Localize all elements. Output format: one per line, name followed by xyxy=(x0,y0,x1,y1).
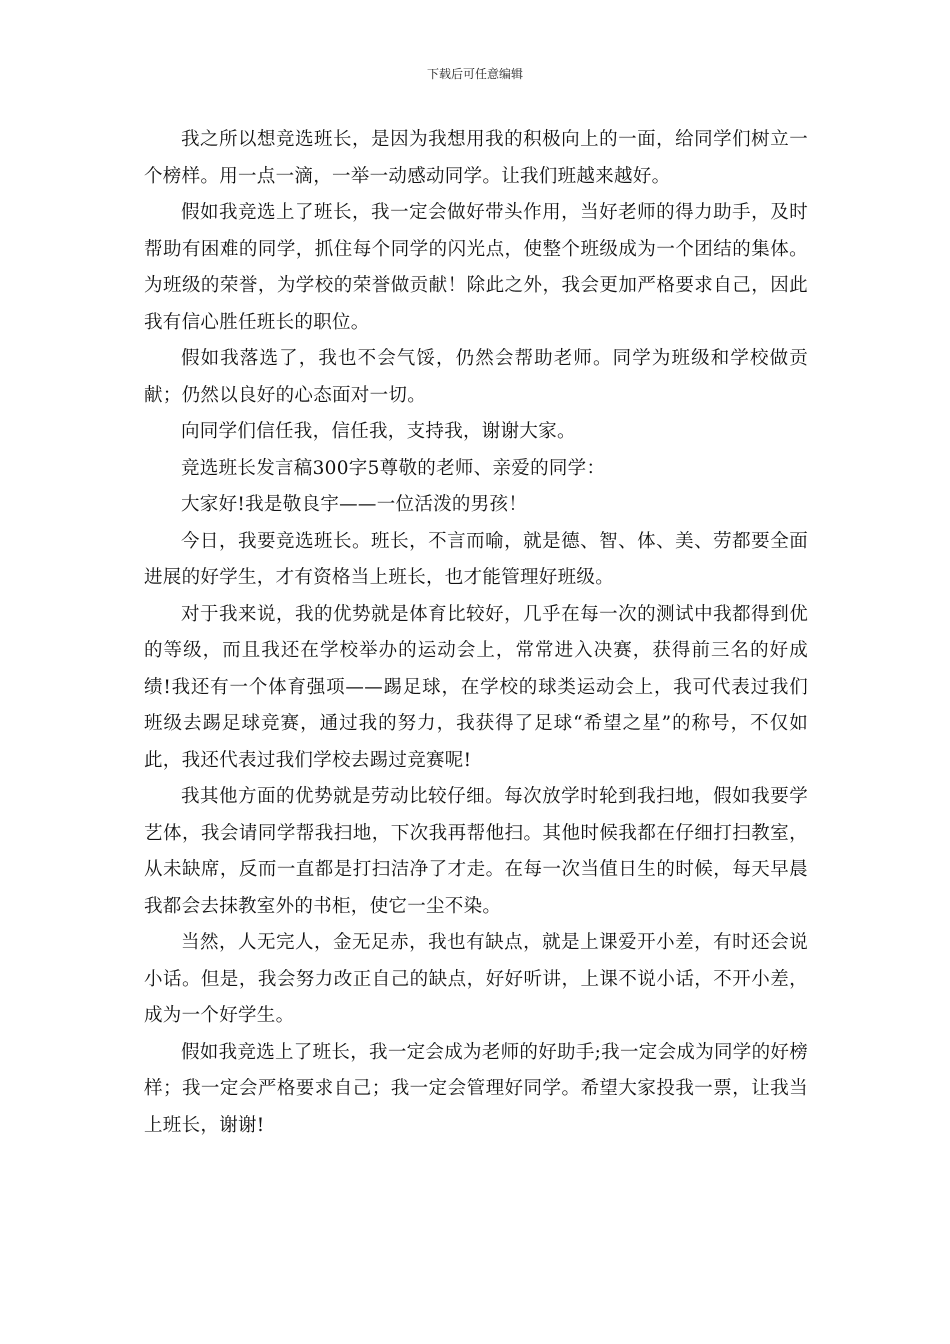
paragraph: 大家好!我是敬良宇——一位活泼的男孩！ xyxy=(181,494,528,515)
paragraph: 今日，我要竞选班长。班长，不言而喻，就是德、智、体、美、劳都要全面进展的好学生，才有资格当上班长，也才能管理好班级。 xyxy=(144,530,808,588)
document-body xyxy=(144,122,808,1144)
paragraph: 假如我落选了，我也不会气馁，仍然会帮助老师。同学为班级和学校做贡献；仍然以良好的心态面对一切。 xyxy=(144,348,808,406)
paragraph: 我其他方面的优势就是劳动比较仔细。每次放学时轮到我扫地，假如我要学艺体，我会请同学帮我扫地，下次我再帮他扫。其他时候我都在仔细打扫教室，从未缺席，反而一直都是打扫洁净了才走。在每一次当值日生的时候，每天早晨我都会去抹教室外的书柜，使它一尘不染。 xyxy=(144,786,808,917)
paragraph: 假如我竞选上了班长，我一定会成为老师的好助手;我一定会成为同学的好榜样；我一定会严格要求自己；我一定会管理好同学。希望大家投我一票，让我当上班长，谢谢! xyxy=(144,1041,808,1136)
paragraph: 向同学们信任我，信任我，支持我，谢谢大家。 xyxy=(181,421,576,442)
paragraph: 竞选班长发言稿300字5尊敬的老师、亲爱的同学： xyxy=(181,457,606,479)
paragraph: 我之所以想竞选班长，是因为我想用我的积极向上的一面，给同学们树立一个榜样。用一点一滴，一举一动感动同学。让我们班越来越好。 xyxy=(144,129,808,187)
paragraph: 对于我来说，我的优势就是体育比较好，几乎在每一次的测试中我都得到优的等级，而且我还在学校举办的运动会上，常常进入决赛，获得前三名的好成绩!我还有一个体育强项——踢足球，在学校的球类运动会上，我可代表过我们班级去踢足球竞赛，通过我的努力，我获得了足球“希望之星”的称号，不仅如此，我还代表过我们学校去踢过竞赛呢! xyxy=(144,603,808,771)
paragraph: 当然，人无完人，金无足赤，我也有缺点，就是上课爱开小差，有时还会说小话。但是，我会努力改正自己的缺点，好好听讲，上课不说小话，不开小差，成为一个好学生。 xyxy=(144,932,808,1026)
page-header: 下载后可任意编辑 xyxy=(426,67,523,81)
paragraph: 假如我竞选上了班长，我一定会做好带头作用，当好老师的得力助手，及时帮助有困难的同学，抓住每个同学的闪光点，使整个班级成为一个团结的集体。为班级的荣誉，为学校的荣誉做贡献！除此之外，我会更加严格要求自己，因此我有信心胜任班长的职位。 xyxy=(144,202,808,333)
